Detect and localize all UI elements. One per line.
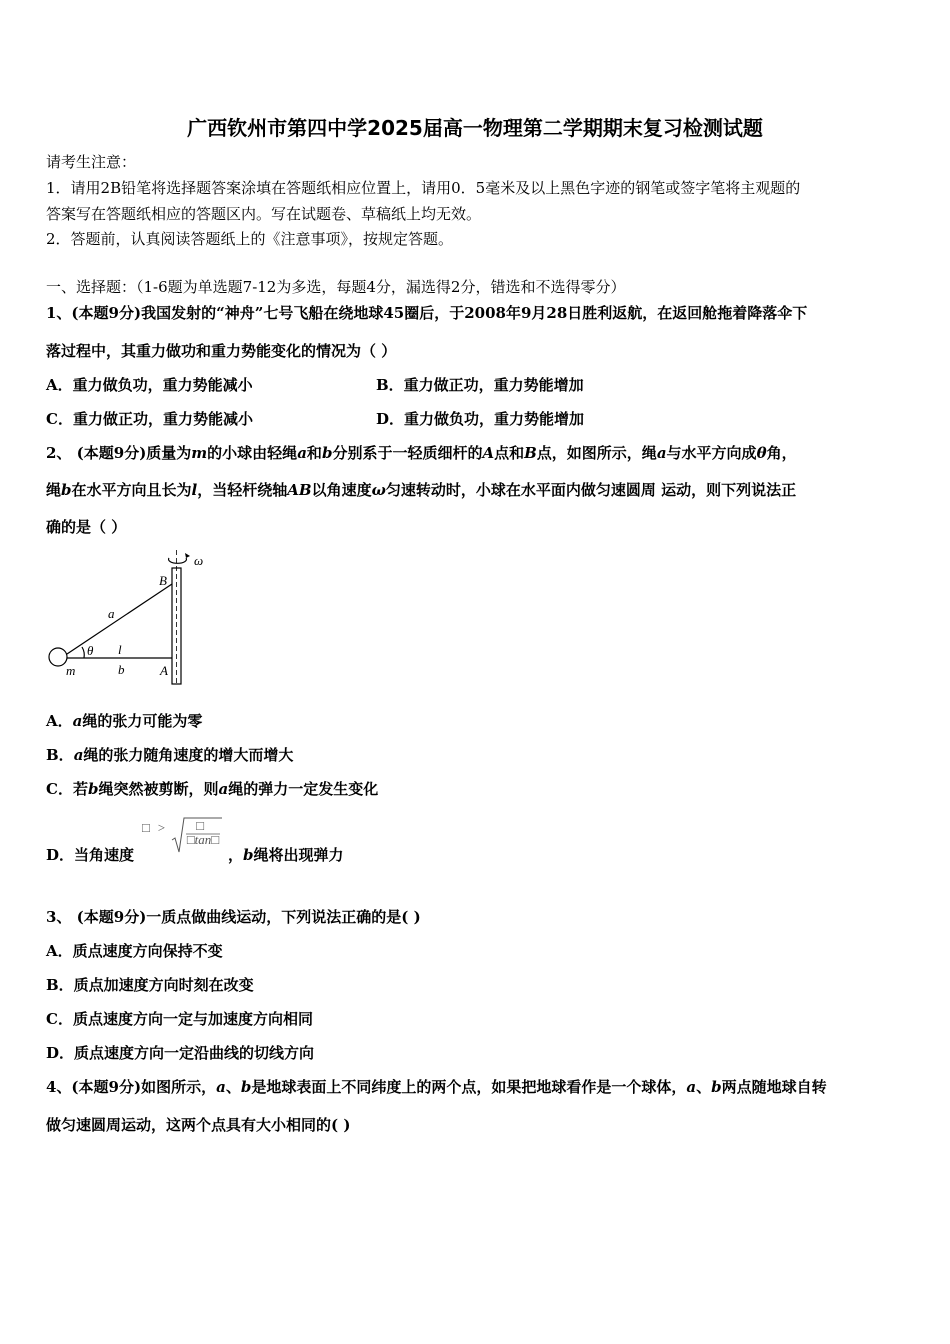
- q1-option-a: A．重力做负功，重力势能减小: [46, 376, 253, 394]
- section-heading: 一、选择题：（1-6题为单选题7-12为多选，每题4分，漏选得2分，错选和不选得零分）: [46, 278, 626, 296]
- label-rope-b: b: [118, 662, 125, 677]
- q1-option-d: D．重力做负功，重力势能增加: [376, 410, 585, 428]
- q2-option-c: C．若b绳突然被剪断，则a绳的弹力一定发生变化: [46, 780, 379, 798]
- label-rope-a: a: [108, 606, 115, 621]
- q1-option-c: C．重力做正功，重力势能减小: [46, 410, 253, 428]
- q4-stem-line-1: 4、(本题9分)如图所示，a、b是地球表面上不同纬度上的两个点，如果把地球看作是一个球体，a、b两点随地球自转: [46, 1078, 827, 1096]
- label-theta: θ: [87, 643, 94, 658]
- formula-denominator: □tan□: [186, 832, 220, 847]
- q4-stem-line-2: 做匀速圆周运动，这两个点具有大小相同的( ): [46, 1116, 351, 1134]
- q2-stem-line-1: 2、 (本题9分)质量为m的小球由轻绳a和b分别系于一轻质细杆的A点和B点，如图所示，绳a与水平方向成θ角，: [46, 444, 797, 462]
- notice-item-1-line-1: 1．请用2B铅笔将选择题答案涂填在答题纸相应位置上，请用0．5毫米及以上黑色字迹的钢笔或签字笔将主观题的: [46, 179, 801, 197]
- q3-option-b: B．质点加速度方向时刻在改变: [46, 976, 254, 994]
- notice-heading: 请考生注意：: [46, 153, 137, 171]
- formula-lhs: □: [142, 820, 150, 835]
- q3-option-a: A．质点速度方向保持不变: [46, 942, 223, 960]
- q2-option-a: A．a绳的张力可能为零: [46, 712, 203, 730]
- q2-rod-figure: [44, 546, 224, 686]
- label-a-point: A: [160, 663, 168, 678]
- q1-option-b: B．重力做正功，重力势能增加: [376, 376, 584, 394]
- label-omega: ω: [194, 553, 204, 568]
- q2-option-d-pre: D．当角速度: [46, 846, 135, 864]
- notice-item-1-line-2: 答案写在答题纸相应的答题区内。写在试题卷、草稿纸上均无效。: [46, 205, 482, 223]
- q3-stem: 3、 (本题9分)一质点做曲线运动，下列说法正确的是( ): [46, 908, 421, 926]
- ball: [49, 648, 67, 666]
- label-length-l: l: [118, 642, 122, 657]
- q1-stem-line-1: 1、(本题9分)我国发射的“神舟”七号飞船在绕地球45圈后，于2008年9月28日胜利返航，在返回舱拖着降落伞下: [46, 304, 808, 322]
- page-title: 广西钦州市第四中学2025届高一物理第二学期期末复习检测试题: [187, 116, 763, 140]
- formula-numerator: □: [196, 818, 204, 833]
- theta-arc: [82, 647, 84, 658]
- q2-option-b: B．a绳的张力随角速度的增大而增大: [46, 746, 294, 764]
- notice-item-2: 2．答题前，认真阅读答题纸上的《注意事项》，按规定答题。: [46, 230, 454, 248]
- label-b-point: B: [159, 573, 167, 588]
- q2-option-d-post: ，b绳将出现弹力: [228, 846, 344, 864]
- formula-gt: >: [157, 820, 166, 835]
- arrow-head-icon: [185, 553, 190, 558]
- q2-stem-line-2: 绳b在水平方向且长为l，当轻杆绕轴AB以角速度ω匀速转动时，小球在水平面内做匀速圆周 运动，则下列说法正: [46, 481, 797, 499]
- q3-option-d: D．质点速度方向一定沿曲线的切线方向: [46, 1044, 315, 1062]
- q2-option-d-formula: [140, 812, 232, 858]
- q2-stem-line-3: 确的是（ ）: [46, 518, 127, 536]
- q1-stem-line-2: 落过程中，其重力做功和重力势能变化的情况为（ ）: [46, 342, 397, 360]
- label-mass-m: m: [66, 663, 76, 678]
- rotation-arrow: [169, 558, 187, 563]
- q3-option-c: C．质点速度方向一定与加速度方向相同: [46, 1010, 313, 1028]
